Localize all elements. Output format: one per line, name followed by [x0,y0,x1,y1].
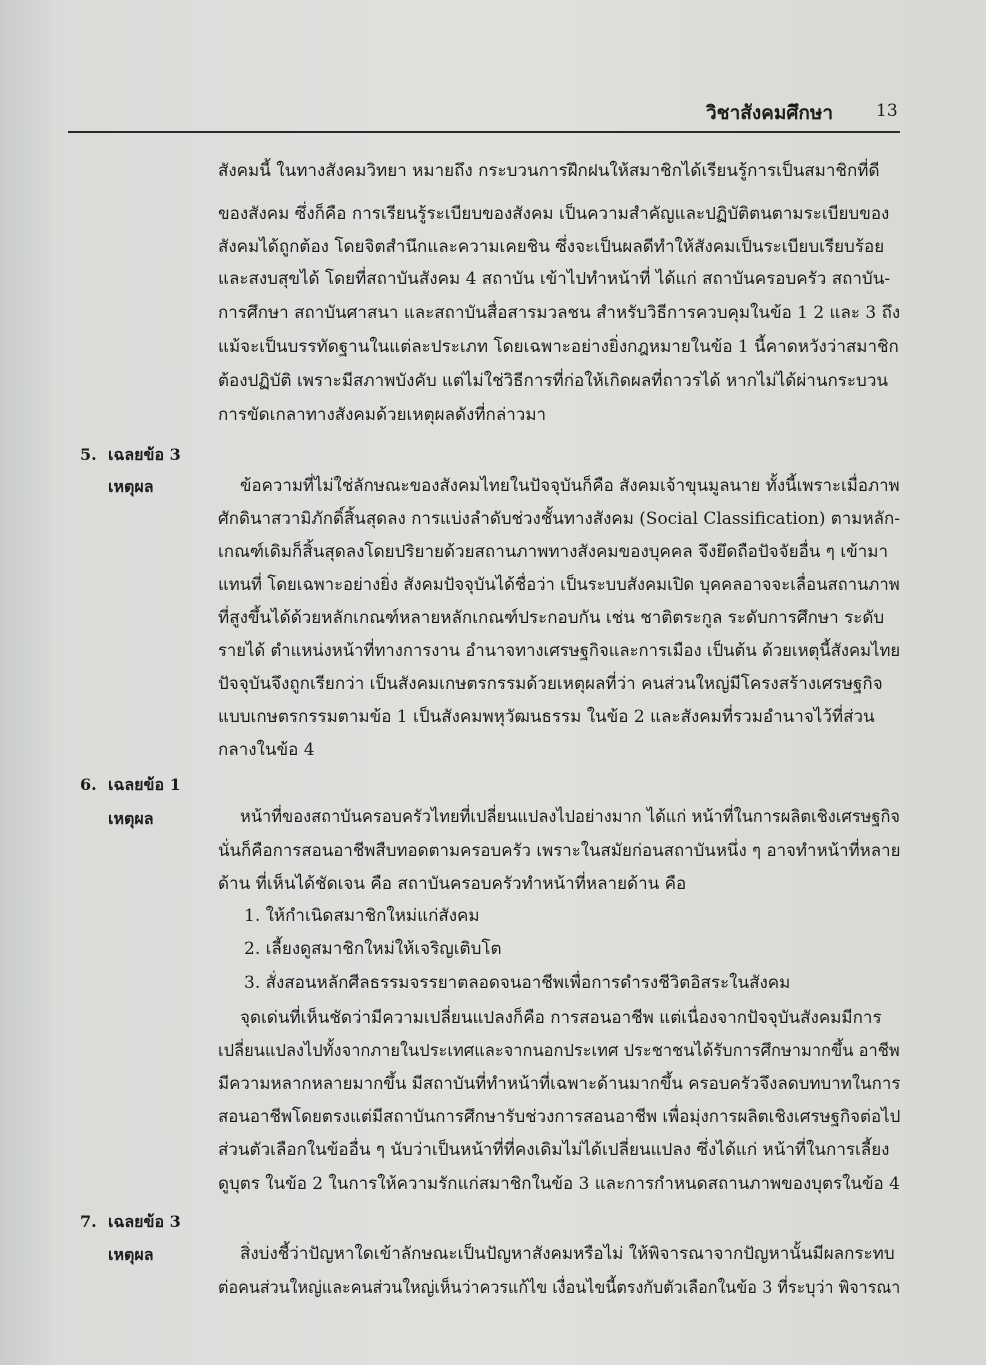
header-rule [68,131,900,133]
paragraph-line: หน้าที่ของสถาบันครอบครัวไทยที่เปลี่ยนแปลงไปอย่างมาก ได้แก่ หน้าที่ในการผลิตเชิงเศรษฐกิจ [240,807,901,827]
answer-label: เฉลยข้อ 3 [108,1212,181,1231]
paragraph-line: สังคมได้ถูกต้อง โดยจิตสำนึกและความเคยชิน ซึ่งจะเป็นผลดีทำให้สังคมเป็นระเบียบเรียบร้อย [218,237,885,257]
paragraph-line: ศักดินาสวามิภักดิ์สิ้นสุดลง การแบ่งลำดับช่วงชั้นทางสังคม (Social Classification) ตามหลัก- [218,509,900,529]
paragraph-line: นั่นก็คือการสอนอาชีพสืบทอดตามครอบครัว เพราะในสมัยก่อนสถาบันหนึ่ง ๆ อาจทำหน้าที่หลาย [218,841,901,861]
page-number: 13 [876,101,898,121]
list-item: 2. เลี้ยงดูสมาชิกใหม่ให้เจริญเติบโต [244,939,502,959]
reason-label: เหตุผล [108,809,154,828]
answer-number: 5. [80,445,97,464]
paragraph-line: ข้อความที่ไม่ใช่ลักษณะของสังคมไทยในปัจจุบันก็คือ สังคมเจ้าขุนมูลนาย ทั้งนี้เพราะเมื่อภาพ [240,476,900,496]
paragraph-line: ต้องปฏิบัติ เพราะมีสภาพบังคับ แต่ไม่ใช่วิธีการที่ก่อให้เกิดผลที่ถาวรได้ หากไม่ได้ผ่านกระบวน [218,371,888,391]
paragraph-line: กลางในข้อ 4 [218,740,315,760]
paragraph-line: ส่วนตัวเลือกในข้ออื่น ๆ นับว่าเป็นหน้าที่ที่คงเดิมไม่ได้เปลี่ยนแปลง ซึ่งได้แก่ หน้าที่ในการเลี้ยง [218,1140,890,1160]
answer-number: 6. [80,775,97,794]
paragraph-line: เปลี่ยนแปลงไปทั้งจากภายในประเทศและจากนอกประเทศ ประชาชนได้รับการศึกษามากขึ้น อาชีพ [218,1041,900,1061]
paragraph-line: และสงบสุขได้ โดยที่สถาบันสังคม 4 สถาบัน เข้าไปทำหน้าที่ ได้แก่ สถาบันครอบครัว สถาบัน- [218,269,891,289]
paragraph-line: การศึกษา สถาบันศาสนา และสถาบันสื่อสารมวลชน สำหรับวิธีการควบคุมในข้อ 1 2 และ 3 ถึง [218,303,901,323]
paragraph-line: การขัดเกลาทางสังคมด้วยเหตุผลดังที่กล่าวมา [218,405,547,425]
paragraph-line: เกณฑ์เดิมก็สิ้นสุดลงโดยปริยายด้วยสถานภาพทางสังคมของบุคคล จึงยึดถือปัจจัยอื่น ๆ เข้ามา [218,542,889,562]
paragraph-line: รายได้ ตำแหน่งหน้าที่ทางการงาน อำนาจทางเศรษฐกิจและการเมือง เป็นต้น ด้วยเหตุนี้สังคมไทย [218,641,901,661]
paragraph-line: ดูบุตร ในข้อ 2 ในการให้ความรักแก่สมาชิกในข้อ 3 และการกำหนดสถานภาพของบุตรในข้อ 4 [218,1174,900,1194]
paragraph-line: ที่สูงขึ้นได้ด้วยหลักเกณฑ์หลายหลักเกณฑ์ประกอบกัน เช่น ชาติตระกูล ระดับการศึกษา ระดับ [218,608,885,628]
reason-label: เหตุผล [108,477,154,496]
paragraph-line: แบบเกษตรกรรมตามข้อ 1 เป็นสังคมพหุวัฒนธรรม ในข้อ 2 และสังคมที่รวมอำนาจไว้ที่ส่วน [218,707,875,727]
paragraph-line: สอนอาชีพโดยตรงแต่มีสถาบันการศึกษารับช่วงการสอนอาชีพ เพื่อมุ่งการผลิตเชิงเศรษฐกิจต่อไป [218,1107,901,1127]
answer-label: เฉลยข้อ 1 [108,775,181,794]
paragraph-line: จุดเด่นที่เห็นชัดว่ามีความเปลี่ยนแปลงก็คือ การสอนอาชีพ แต่เนื่องจากปัจจุบันสังคมมีการ [240,1008,882,1028]
reason-label: เหตุผล [108,1245,154,1264]
paragraph-line: ของสังคม ซึ่งก็คือ การเรียนรู้ระเบียบของสังคม เป็นความสำคัญและปฏิบัติตนตามระเบียบของ [218,204,890,224]
paragraph-line: แม้จะเป็นบรรทัดฐานในแต่ละประเภท โดยเฉพาะอย่างยิ่งกฎหมายในข้อ 1 นี้คาดหวังว่าสมาชิก [218,337,899,357]
list-item: 3. สั่งสอนหลักศีลธรรมจรรยาตลอดจนอาชีพเพื่อการดำรงชีวิตอิสระในสังคม [244,973,791,993]
paragraph-line: ปัจจุบันจึงถูกเรียกว่า เป็นสังคมเกษตรกรรมด้วยเหตุผลที่ว่า คนส่วนใหญ่มีโครงสร้างเศรษฐกิจ [218,674,883,694]
paragraph-line: มีความหลากหลายมากขึ้น มีสถาบันที่ทำหน้าที่เฉพาะด้านมากขึ้น ครอบครัวจึงลดบทบาทในการ [218,1074,901,1094]
paragraph-line: สิ่งบ่งชี้ว่าปัญหาใดเข้าลักษณะเป็นปัญหาสังคมหรือไม่ ให้พิจารณาจากปัญหานั้นมีผลกระทบ [240,1244,895,1264]
paragraph-line: สังคมนี้ ในทางสังคมวิทยา หมายถึง กระบวนการฝึกฝนให้สมาชิกได้เรียนรู้การเป็นสมาชิกที่ดี [218,161,880,181]
list-item: 1. ให้กำเนิดสมาชิกใหม่แก่สังคม [244,906,480,926]
running-header-title: วิชาสังคมศึกษา [706,102,834,124]
paragraph-line: ด้าน ที่เห็นได้ชัดเจน คือ สถาบันครอบครัวทำหน้าที่หลายด้าน คือ [218,874,687,894]
paragraph-line: ต่อคนส่วนใหญ่และคนส่วนใหญ่เห็นว่าควรแก้ไข เงื่อนไขนี้ตรงกับตัวเลือกในข้อ 3 ที่ระบุว่า พิจารณา [218,1278,901,1298]
answer-label: เฉลยข้อ 3 [108,445,181,464]
paragraph-line: แทนที่ โดยเฉพาะอย่างยิ่ง สังคมปัจจุบันได้ชื่อว่า เป็นระบบสังคมเปิด บุคคลอาจจะเลื่อนสถานภาพ [218,575,900,595]
answer-number: 7. [80,1212,97,1231]
